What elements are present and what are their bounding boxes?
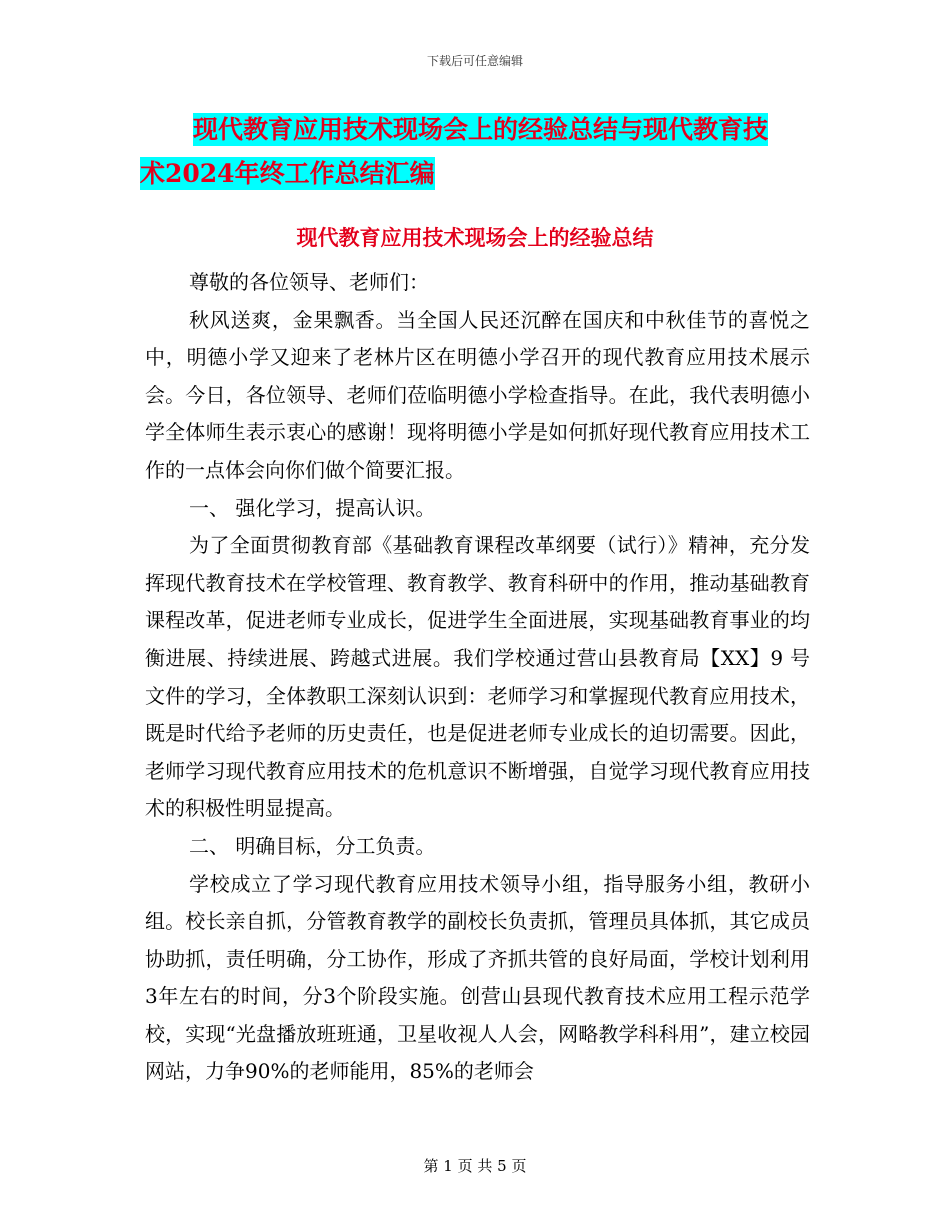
paragraph-learning: 为了全面贯彻教育部《基础教育课程改革纲要（试行）》精神，充分发挥现代教育技术在学校管理、教育教学、教育科研中的作用，推动基础教育课程改革，促进老师专业成长，促进学生全面进展，实现基础教育事业的均衡进展、持续进展、跨越式进展。我们学校通过营山县教育局【XX】9 号文件的学习，全体教职工深刻认识到：老师学习和掌握现代教育应用技术，既是时代给予老师的历史责任，也是促进老师专业成长的迫切需要。因此，老师学习现代教育应用技术的危机意识不断增强，自觉学习现代教育应用技术的积极性明显提高。	[145, 533, 810, 821]
heading-clear-goals: 二、 明确目标，分工负责。	[189, 833, 436, 858]
document-body	[145, 264, 810, 1091]
heading-strengthen-learning: 一、 强化学习，提高认识。	[189, 495, 436, 520]
paragraph-goals: 学校成立了学习现代教育应用技术领导小组，指导服务小组，教研小组。校长亲自抓，分管教育教学的副校长负责抓，管理员具体抓，其它成员协助抓，责任明确，分工协作，形成了齐抓共管的良好局面，学校计划利用3年左右的时间，分3个阶段实施。创营山县现代教育技术应用工程示范学校，实现“光盘播放班班通，卫星收视人人会，网略教学科科用”，建立校园网站，力争90%的老师能用，85%的老师会	[145, 871, 810, 1084]
salutation: 尊敬的各位领导、老师们：	[189, 270, 429, 294]
page-number: 第 1 页 共 5 页	[423, 1157, 527, 1175]
header-note: 下载后可任意编辑	[426, 54, 523, 68]
section-title: 现代教育应用技术现场会上的经验总结	[296, 225, 654, 250]
title-line-1-text: 现代教育应用技术现场会上的经验总结与现代教育技	[193, 115, 769, 144]
paragraph-intro: 秋风送爽，金果飘香。当全国人民还沉醉在国庆和中秋佳节的喜悦之中，明德小学又迎来了老林片区在明德小学召开的现代教育应用技术展示会。今日，各位领导、老师们莅临明德小学检查指导。在此，我代表明德小学全体师生表示衷心的感谢！现将明德小学是如何抓好现代教育应用技术工作的一点体会向你们做个简要汇报。	[145, 307, 810, 482]
title-line-1	[140, 108, 810, 152]
title-line-2	[140, 152, 810, 196]
document-title	[140, 108, 810, 196]
title-line-2-text: 术2024年终工作总结汇编	[140, 159, 435, 188]
